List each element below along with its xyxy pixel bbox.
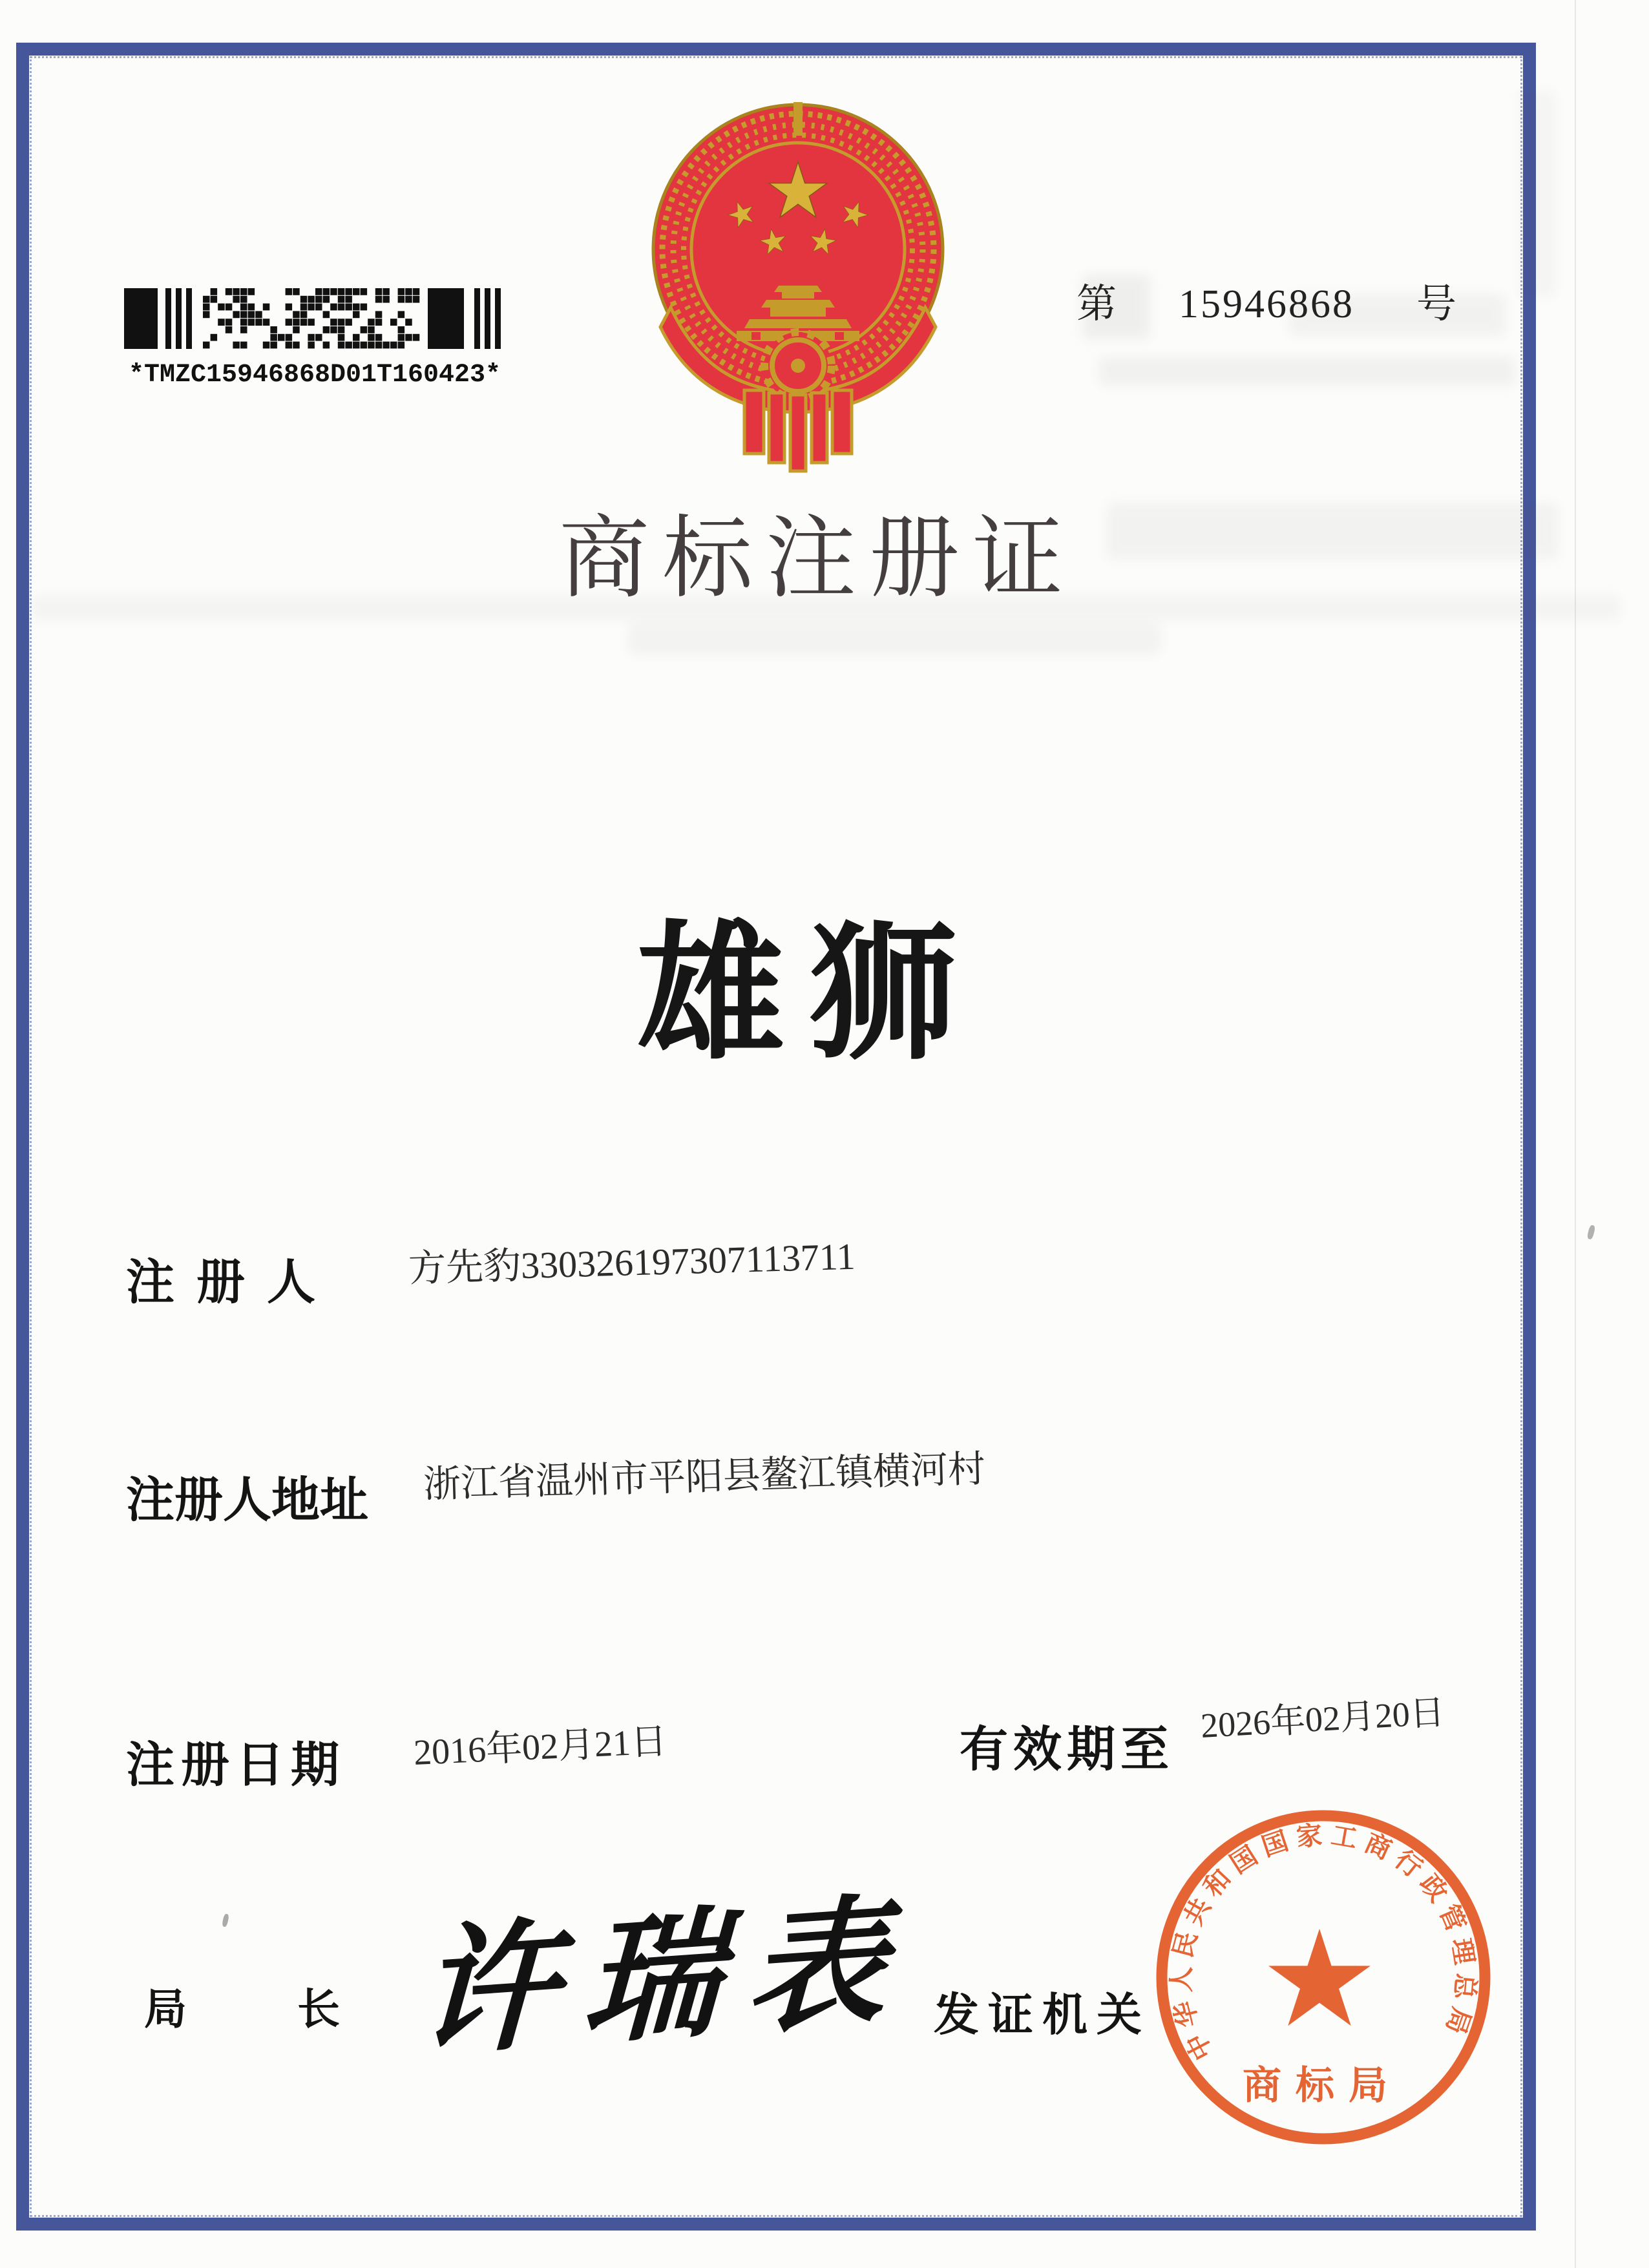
registration-date-value: 2016年02月21日 [412, 1721, 668, 1773]
registrant-address-label: 注册人地址 [126, 1474, 369, 1528]
registration-date-label: 注册日期 [126, 1739, 346, 1792]
barcode-text: *TMZC15946868D01T160423* [128, 361, 501, 390]
scan-paper-edge [1575, 0, 1576, 2268]
barcode [124, 288, 505, 390]
official-seal [1155, 1809, 1491, 2145]
bleed-through-ghost [1098, 357, 1515, 386]
seal-star-icon [1268, 1929, 1371, 2026]
director-label-right: 长 [297, 1986, 340, 2033]
seal-ring-text: 中华人民共和国国家工商行政管理总局 [1166, 1820, 1481, 2065]
director-label [144, 1975, 340, 2036]
barcode-matrix [203, 288, 419, 348]
scan-speck [1586, 1224, 1595, 1240]
number-suffix: 号 [1416, 282, 1457, 326]
certificate-number: 15946868 [1179, 282, 1355, 326]
certificate-number-row [1077, 271, 1456, 329]
bleed-through-ghost [628, 624, 1161, 655]
registrant-value: 方先豹330326197307113711 [408, 1235, 856, 1290]
issuing-authority-label: 发证机关 [934, 1991, 1151, 2041]
seal-bottom-text: 商标局 [1243, 2064, 1402, 2107]
valid-until-label: 有效期至 [960, 1723, 1175, 1777]
registrant-label: 注册人 [126, 1256, 338, 1310]
director-signature: 许瑞表 [415, 1884, 914, 2074]
trademark-name: 雄狮 [636, 912, 980, 1077]
barcode-image [124, 288, 505, 355]
valid-until-value: 2026年02月20日 [1199, 1692, 1446, 1745]
bleed-through-ghost [1106, 503, 1559, 560]
registrant-address-value: 浙江省温州市平阳县鳌江镇横河村 [423, 1447, 986, 1506]
bleed-through-ghost [1520, 90, 1555, 297]
director-label-left: 局 [144, 1986, 187, 2033]
number-prefix: 第 [1077, 282, 1117, 326]
national-emblem [646, 94, 950, 482]
certificate-title: 商标注册证 [559, 509, 1077, 609]
